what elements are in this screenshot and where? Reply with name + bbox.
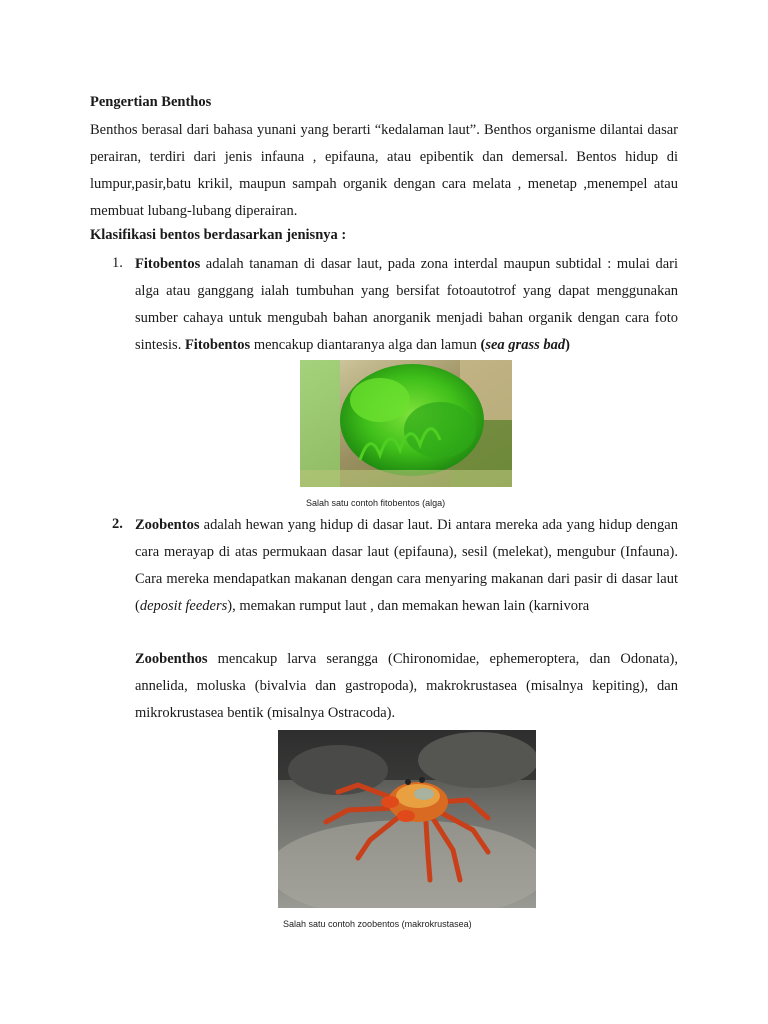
- crab-image: [278, 730, 536, 908]
- intro-paragraph: Benthos berasal dari bahasa yunani yang berarti “kedalaman laut”. Benthos organisme dilantai dasar perairan, terdiri dari jenis infauna , epifauna, atau epibentik dan demersal. Bentos hidup di lumpur,pasir,batu krikil, maupun sampah organik dengan cara melata , menetap ,menempel atau membuat lubang-lubang diperairan.: [90, 122, 678, 219]
- term-fitobentos: Fitobentos: [135, 256, 201, 272]
- item-2-text: adalah hewan yang hidup di dasar laut. Di antara mereka ada yang hidup dengan cara merayap di atas permukaan dasar laut (epifauna), sesil (melekat), mengubur (Infauna). Cara mereka mendapatkan makanan dengan cara menyaring makanan dari pasir di dasar laut (: [135, 517, 678, 614]
- item-number-1: 1.: [112, 255, 123, 271]
- item-2b-text: mencakup larva serangga (Chironomidae, ephemeroptera, dan Odonata), annelida, moluska (bivalvia dan gastropoda), makrokrustasea (misalnya kepiting), dan mikrokrustasea bentik (misalnya Ostracoda).: [135, 651, 678, 721]
- item-number-2: 2.: [112, 516, 123, 532]
- item-2-text-after: ), memakan rumput laut , dan memakan hewan lain (karnivora: [227, 598, 590, 614]
- item-2-paragraph: [135, 512, 678, 620]
- algae-image: [300, 360, 512, 487]
- item-1-text-2: mencakup diantaranya alga dan lamun: [250, 337, 481, 353]
- item-1-text: adalah tanaman di dasar laut, pada zona interdal maupun subtidal : mulai dari alga atau ganggang ialah tumbuhan yang bersifat fotoautotrof yang dapat menggunakan sumber cahaya untuk mengubah bahan anorganik menjadi bahan organik dengan cara foto sintesis.: [135, 256, 678, 353]
- section-heading: Pengertian Benthos: [90, 94, 212, 110]
- deposit-feeders-term: deposit feeders: [139, 598, 228, 614]
- term-zoobenthos: Zoobenthos: [135, 651, 208, 667]
- item-2b-paragraph: [135, 646, 678, 727]
- paren-open: (: [480, 337, 486, 353]
- term-zoobentos: Zoobentos: [135, 517, 200, 533]
- caption-algae: Salah satu contoh fitobentos (alga): [306, 498, 446, 508]
- caption-crab: Salah satu contoh zoobentos (makrokrustasea): [283, 919, 472, 929]
- item-1-paragraph: [135, 251, 678, 359]
- term-fitobentos-2: Fitobentos: [184, 337, 251, 353]
- sea-grass-term: sea grass bad: [485, 337, 566, 353]
- classification-heading: Klasifikasi bentos berdasarkan jenisnya :: [90, 227, 347, 243]
- paren-close: ): [565, 337, 570, 353]
